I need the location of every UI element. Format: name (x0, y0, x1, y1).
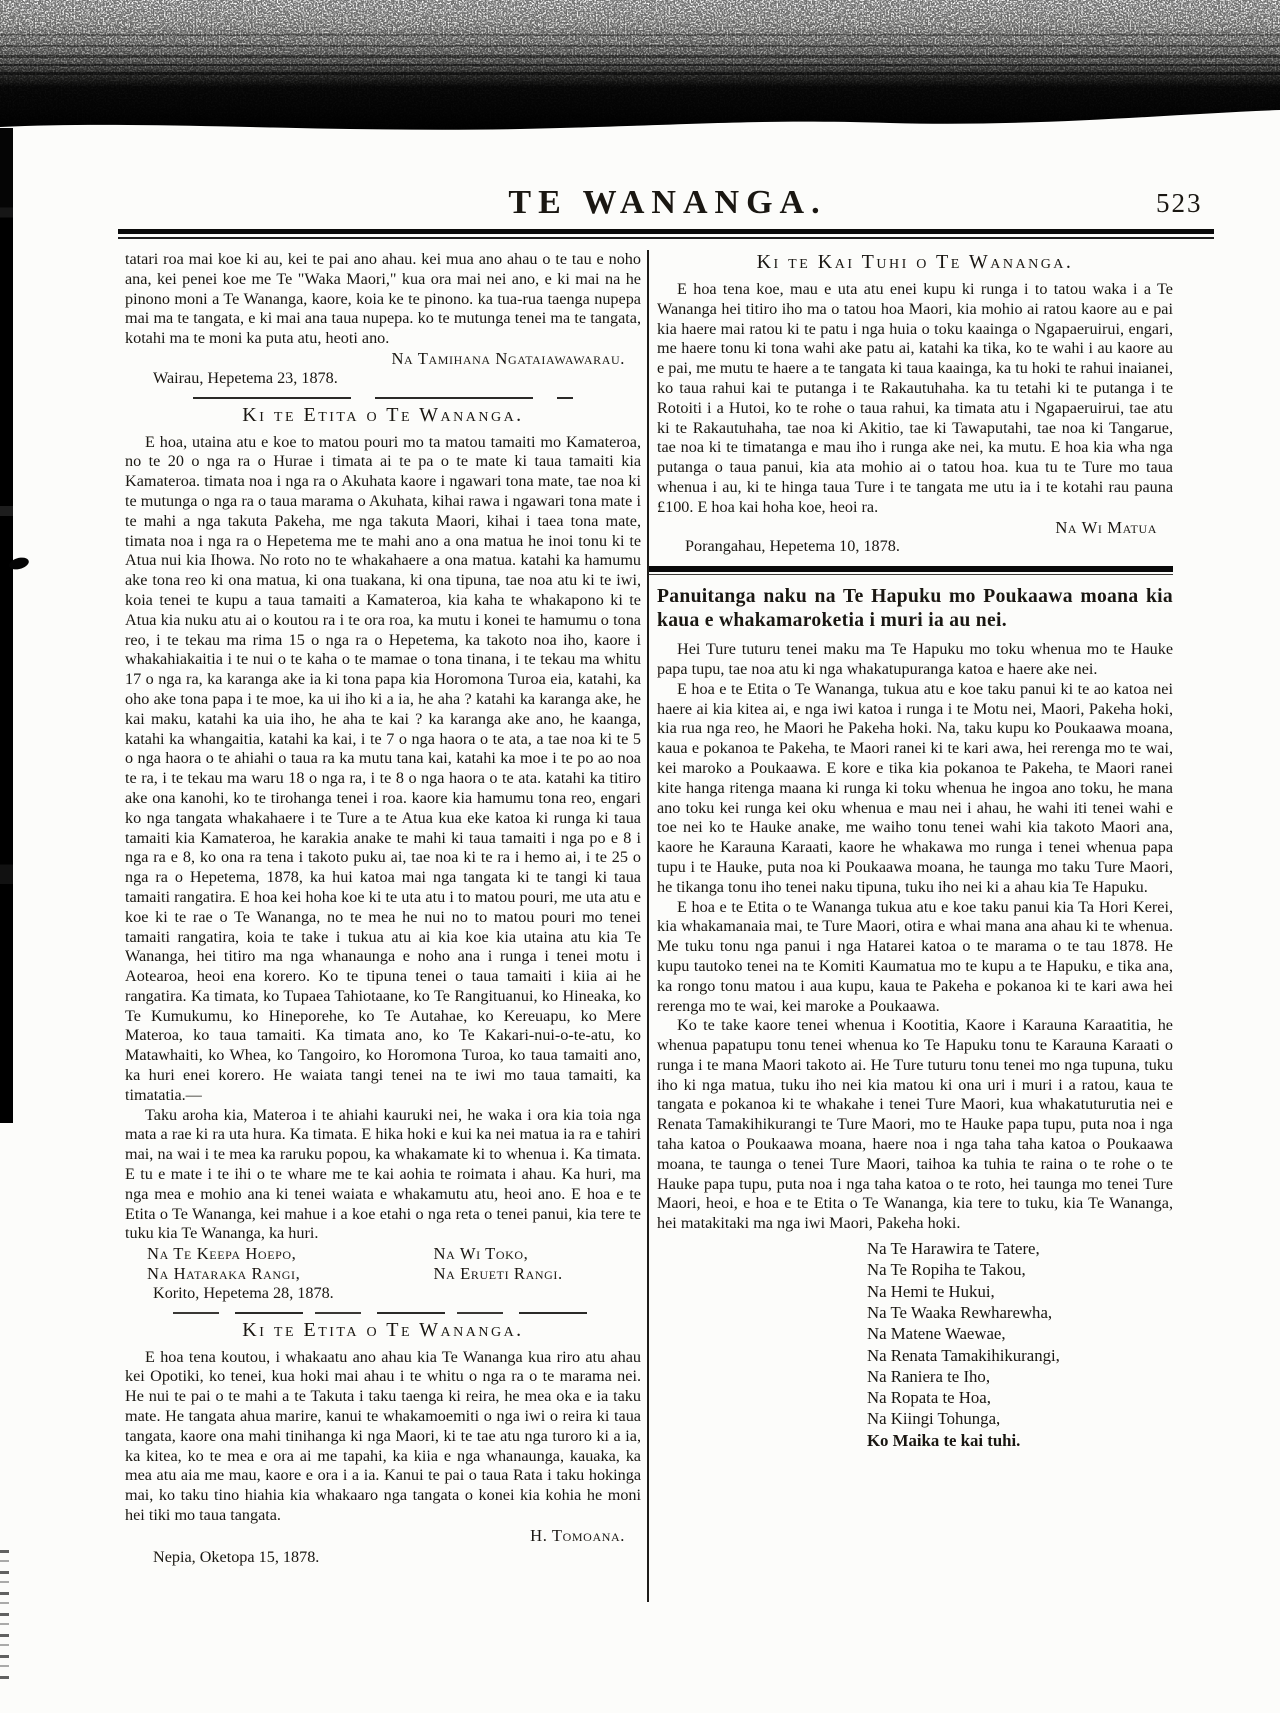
signature-block (125, 1244, 641, 1284)
heavy-section-rule (649, 566, 1173, 578)
letter-body: E hoa tena koutou, i whakaatu ano ahau kia Te Wananga kua riro atu ahau kei Opotiki, ko tenei, kua hoki mai ahau i te whitu o nga ra o te marama nei. He nui te pai o te mahi a te Takuta i taku taenga ki reira, he mea oka e ia taku mate. He tangata ahua marire, kanui te whakamoemiti o nga iwi o reira ki taua tangata, kaore ona mahi tinihanga ki nga Maori, ki te tae atu nga turoro ki a ia, ka kitea, ko te mea e ora ai me tapahi, ka kiia e nga whanaunga, kauaka, ka mea atu aia me mau, kaore e ora i a ia. Kanui te pai o taua Rata i taku hokinga mai, ko taku tino hiahia kia whakaaro nga tangata o konei kia kohia he moni hei tiki mo taua tangata. (125, 1347, 641, 1525)
scan-noise-band (0, 0, 1280, 138)
signatory: Na Hemi te Hukui, (867, 1281, 995, 1301)
signature: Na Wi Toko, (433, 1244, 529, 1264)
dateline: Porangahau, Hepetema 10, 1878. (685, 537, 900, 556)
intro-paragraph: tatari roa mai koe ki au, kei te pai ano ahau. kei mua ano ahau o te tau e noho ana, kei penei koe me Te "Waka Maori," kua ora mai nei ano, e ki mai na he pinono moni a Te Wananga, kaore, koia ke te pinono. ka tua-rua taenga nupepa mai ma te tangata, e ki mai ana taua nupepa. ko te mutunga tenei ma te tangata, kotahi ma te moni ka puta atu, heoti ano. (125, 250, 641, 348)
section-heading: Ki te Kai Tuhi o Te Wananga. (756, 251, 1074, 273)
right-column (657, 250, 1173, 1602)
column-divider-rule (647, 250, 649, 1602)
dateline: Nepia, Oketopa 15, 1878. (153, 1547, 320, 1566)
signatory: Na Te Ropiha te Takou, (867, 1260, 1026, 1280)
scan-edge-strip (0, 128, 13, 1123)
section-heading: Ki te Etita o Te Wananga. (242, 1318, 524, 1341)
letter-body: E hoa tena koe, mau e uta atu enei kupu ki runga i to tatou waka i a Te Wananga hei titiro iho ma o tatou hoa Maori, kia mohio ai ratou kaore au e pai kia haere mai ratou ki te patu i nga huia o toku kaainga o Ngapaeruirui, engari, me haere tonu ki tona wahi ake patu ai, katahi ka tika, ko te wahi i au kaore au e pai, me mutu te haere a te tangata ki taua kaainga, ka tu hoki te rahui inaianei, ko taua rahui kai te putanga i te Rakautuhaha. ka tu tetahi ki te putanga i te Rotoiti i a Hutoi, ko te rohe o taua rahui, ka timata atu i Ngapaeruirui, tae atu ki te Rakautuhaha, tae noa ki Akitio, tae ki Tawaputahi, tae noa ki Tangarue, tae noa ki te timatanga e mau iho i runga ake nei, ka mutu. E hoa kia wha nga putanga o taua panui, kia ata mohio ai o tatou hoa. kua tu te Ture mo taua whenua i au, ki te hinga taua Ture i te tangata me utu ia i te kotahi rau pauna £100. E hoa kai hoha koe, heoi ra. (657, 280, 1173, 516)
section-separator (193, 397, 573, 399)
signature: Na Tamihana Ngataiawawarau. (391, 348, 625, 368)
notice-paragraph: Hei Ture tuturu tenei maku ma Te Hapuku mo toku whenua mo te Hauke papa tupu, tae noa atu ki nga whakatupuranga katoa e haere ake nei. (657, 640, 1173, 678)
signature: Na Hataraka Rangi, (147, 1264, 301, 1284)
signatory: Na Te Harawira te Tatere, (867, 1239, 1040, 1259)
masthead-title: TE WANANGA. (508, 184, 827, 221)
section-separator (173, 1312, 593, 1314)
signatory: Na Matene Waewae, (867, 1324, 1006, 1344)
notice-paragraph: E hoa e te Etita o Te Wananga, tukua atu e koe taku panui ki te ao katoa nei haere ai kia kitea ai, e nga iwi katoa i runga i te Motu nei, Maori, Pakeha hoki, kia rua nga reo, he Maori he Pakeha hoki. Na, taku kupu ko Poukaawa moana, kaua e pokanoa te Pakeha, te Maori ranei ki te kari awa, hei rerenga mo te wai, kei maroko a Poukaawa. E kore e tika kia pokanoa te Pakeha, te Maori ranei kite hanga ritenga maana ki runga ki toku whenua he ingoa ano toku, he mana ano toku kei runga kei oku whenua e mau nei i ahau, he wahi iti tenei wahi e toe nei ko te Hauke anake, me waiho tonu tenei wahi kia takoto Maori ana, kaore he Karauna Karaati, kaore he whakawa mo runga i tenei whenua papa tupu i te Hauke, puta noa ki Poukaawa moana, he taunga mo taku Ture Maori, he tikanga tonu iho tenei naku tipuna, tuku iho nei ki a ahau kia Te Hapuku. (657, 679, 1173, 896)
signatory: Na Ropata te Hoa, (867, 1388, 991, 1408)
signatory: Na Te Waaka Rewharewha, (867, 1302, 1053, 1322)
signature: Na Te Keepa Hoepo, (147, 1244, 297, 1264)
signatory-scribe: Ko Maika te kai tuhi. (867, 1430, 1021, 1450)
signature: Na Erueti Rangi. (433, 1264, 563, 1284)
signature: H. Tomoana. (530, 1525, 625, 1545)
notice-paragraph: Ko te take kaore tenei whenua i Kootitia, Kaore i Karauna Karaatitia, he whenua papatupu tonu tenei whenua ko Te Hapuku tonu te Karauna Karaati o runga i te mana Maori takoto ai. He Ture tuturu tonu tenei mo nga tupuna, tuku iho ki nga matua, tuku iho nei kia matou ki ona uri i muri i a ratou, kaua te tangata e pokanoa ki te whakahe i tenei Ture Maori, kua whakatuturutia nei e Renata Tamakihikurangi te Ture Maori, mo te Hauke papa tupu, puta noa i nga taha katoa o Poukaawa moana, haere noa i nga taha taha katoa o Poukaawa moana, te taunga o tenei Ture Maori, taihoa ka tuhia te raina o te rohe o te Hauke papa tupu, puta noa i nga taha katoa o te roto, hei taunga mo tenei Ture Maori, heoi, e hoa e te Etita o Te Wananga, kia tere to tuku, kia Te Wananga, hei matakitaki ma nga iwi Maori, Pakeha hoki. (657, 1016, 1173, 1233)
left-column (125, 250, 641, 1602)
text-columns (125, 250, 1175, 1602)
notice-paragraph: E hoa e te Etita o te Wananga tukua atu e koe taku panui kia Ta Hori Kerei, kia whakamanaia mai, te Ture Maori, otira e whai mana ana ahau ki te whenua. Me tuku tonu nga panui i nga Hatarei katoa o te marama o te tau 1878. He kupu tautoko tenei na te Komiti Kaumatua mo te kupu a te Hapuku, e tika ana, ka rongo tonu matou i aua kupu, kaua te Pakeha e pokanoa ki te kari awa hei rerenga mo te wai, kei maroke a Poukaawa. (657, 897, 1173, 1015)
signatory-list (867, 1238, 1173, 1451)
masthead-rule (118, 229, 1214, 241)
section-heading: Ki te Etita o Te Wananga. (242, 403, 524, 426)
signatory: Na Renata Tamakihikurangi, (867, 1345, 1060, 1365)
page-number: 523 (1156, 188, 1203, 218)
signatory: Na Raniera te Iho, (867, 1366, 991, 1386)
notice-heading: Panuitanga naku na Te Hapuku mo Poukaawa moana kia kaua e whakamaroketia i muri ia au nei. (657, 586, 1173, 632)
signature: Na Wi Matua (1055, 517, 1157, 537)
waiata-paragraph: Taku aroha kia, Materoa i te ahiahi kauruki nei, he waka i ora kia toia nga mata a rae ki ra uta hura. Ka timata. E hika hoki e kui ka nei matua ia ra e tahiri mai, na wai i te mea ka raruku popou, ka whakamate ki to whenua i. Ka timata. E tu e mate i te ihi o te whare me te kai aohia te roimata i ahau. Ka huri, ma nga mea e mohio ana ki tenei waiata e whakamutu atu, heoi ano. E hoa e te Etita o Te Wananga, kei mahue i a koe etahi o nga reta o tenei panui, kia tere te tuku kia Te Wananga, ka huri. (125, 1105, 641, 1243)
letter-body: E hoa, utaina atu e koe to matou pouri mo ta matou tamaiti mo Kamateroa, no te 20 o nga ra o Hurae i timata ai te pa o te mate ki taua tamaiti kia Kamateroa. timata noa i nga ra o Akuhata kaore i ngawari tona mate, tae noa ki te mutunga o nga ra o taua marama o Akuhata, kihai rawa i ngawari tona mate i te mahi a nga takuta Pakeha, me nga takuta Maori, kihai i taea tona mate, timata noa i nga ra o Hepetema me te mahi ano a ona matua he inoi tonu ki te Atua nui kia Ihowa. No roto no te whakahaere a ona matua. katahi ka hamumu ake tona reo ki ona matua, ki ona tuakana, ki ona tipuna, tae noa atu ki te iwi, koia tenei te kupu a taua tamaiti a Kamateroa, kia kaha te whakapono ki te Atua kia nuku atu ai o koutou ra i te ora roa, ka mutu i konei te hamumu o tona reo, i te tekau ma rima 15 o nga ra o Hepetema, ka takoto noa iho, kaore i whakahiakaitia i te nui o te kaha o te mamae o tona tinana, i te tekau ma whitu 17 o nga ra, ka karanga ake ia ki tona papa kia Horomona Turoa eia, katahi, ka oho ake tona papa i te moe, ka ui iho ki a ia, he aha ? katahi ka karanga ake, he kai maku, katahi ka uia iho, he aha te kai ? ka karanga ake ano, he kaanga, katahi ka whangaitia, katahi ka kai, i te 7 o nga haora o te ata, a tae noa ki te 5 o nga haora o te ahiahi o taua ra ka mutu tana kai, katahi ka moe i te po ao noa te ra, i te tekau ma waru 18 o nga ra, i te 8 o nga haora o te ata. katahi ka titiro ake ona kanohi, ko te tirohanga tenei i roa. kaore kia hamumu tona reo, engari ko nga tangata whakahaere i te Ture a te Atua kua eke katoa ki runga ki taua tamaiti kia Kamateroa, he karakia anake te mahi ki taua tamaiti i nga po e 8 i nga ra e 8, ko ona ra tena i takoto puku ai, tae noa ki te ra i hemo ai, i te 25 o nga ra o Hepetema, 1878, ka hui katoa mai nga tangata ki te tangi ki taua tamaiti rangatira. E hoa kei hoha koe ki te uta atu i to matou pouri, me uta atu e koe ki te rae o Te Wananga, no te mea he nui no to matou pouri mo tenei tamaiti rangatira, koia te take i tukua atu ai kia koe kia utaina atu kia Te Wananga, hei titiro ma nga whanaunga e noho ana i runga i tenei motu i Aotearoa, heoi ena korero. Ko te tipuna tenei o taua tamaiti i kiia ai he rangatira. Ka timata, ko Tupaea Tahiotaane, ko Te Rangituanui, ko Hineaka, ko Te Kumukumu, ko Hineporehe, ko Te Autahae, ko Kereuapu, ko Mere Materoa, ko taua tamaiti. Ka timata ano, ko Te Kakari-nui-o-te-atu, ko Matawhaiti, ko Whea, ko Tangoiro, ko Horomona Turoa, ko taua tamaiti ano, ka huri enei korero. He waiata tangi tenei na te iwi mo taua tamaiti, ka timatatia.— (125, 432, 641, 1104)
dateline: Wairau, Hepetema 23, 1878. (153, 368, 338, 387)
scan-edge-speckle (0, 1550, 9, 1680)
dateline: Korito, Hepetema 28, 1878. (153, 1283, 334, 1302)
signatory: Na Kiingi Tohunga, (867, 1409, 1001, 1429)
